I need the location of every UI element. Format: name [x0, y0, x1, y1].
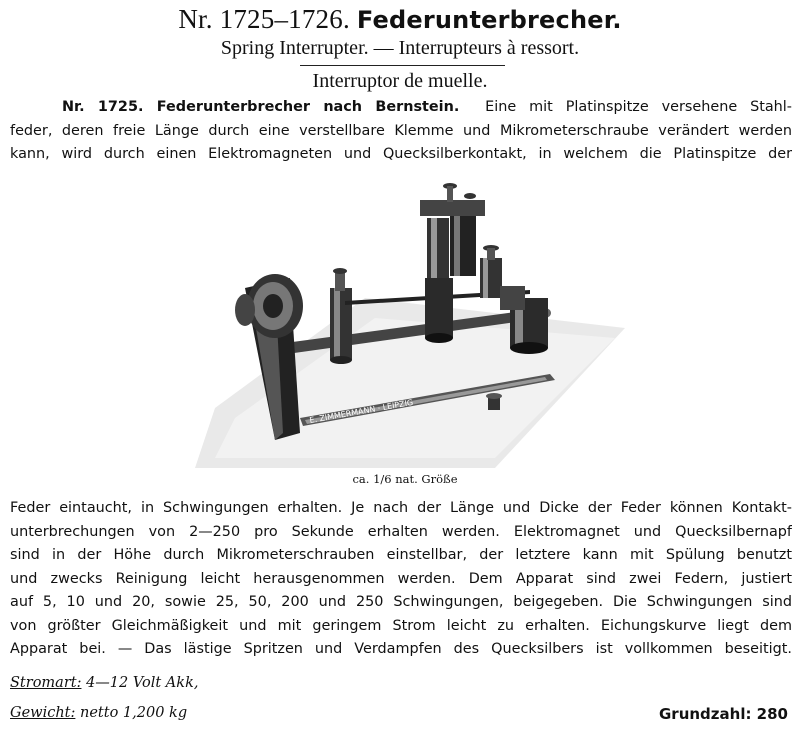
- current-spec: [10, 675, 198, 691]
- item-title: Federunterbrecher.: [356, 6, 622, 34]
- current-label: Stromart:: [10, 675, 82, 691]
- body-line: Apparat bei. — Das lästige Spritzen und Verdampfen des Quecksilbers ist vollkommen beseitigt.: [10, 641, 792, 657]
- item-number: Nr. 1725–1726.: [178, 4, 350, 34]
- intro-paragraph: [10, 96, 792, 167]
- body-line: Feder eintaucht, in Schwingungen erhalten. Je nach der Länge und Dicke der Feder können Kontakt-: [10, 500, 792, 516]
- figure-caption: ca. 1/6 nat. Größe: [352, 472, 458, 486]
- weight-label: Gewicht:: [10, 705, 76, 721]
- weight-value: netto 1,200 kg: [80, 705, 188, 721]
- page-heading: [0, 4, 800, 35]
- maker-inscription: E. ZIMMERMANN · LEIPZIG: [308, 397, 414, 425]
- apparatus-illustration: [195, 178, 635, 468]
- intro-line: feder, deren freie Länge durch eine verstellbare Klemme und Mikrometerschraube verändert werden: [10, 122, 792, 139]
- intro-line: kann, wird durch einen Elektromagneten und Quecksilberkontakt, in welchem die Platinspitze der: [10, 146, 792, 162]
- article-lead: Nr. 1725. Federunterbrecher nach Bernstein.: [62, 99, 460, 115]
- body-line: sind in der Höhe durch Mikrometerschrauben einstellbar, der letztere kann mit Spülung benutzt: [10, 547, 792, 563]
- weight-spec: [10, 705, 187, 721]
- translated-titles: Spring Interrupter. — Interrupteurs à ressort.: [220, 37, 580, 59]
- title-divider: [300, 65, 505, 66]
- current-value: 4—12 Volt Akk,: [86, 675, 199, 691]
- body-line: auf 5, 10 und 20, sowie 25, 50, 200 und 250 Schwingungen, beigegeben. Die Schwingungen sind: [10, 594, 792, 610]
- body-paragraph: [10, 497, 792, 662]
- intro-line: Nr. 1725. Federunterbrecher nach Bernstein. Eine mit Platinspitze versehene Stahl-: [62, 99, 792, 115]
- body-line: und zwecks Reinigung leicht herausgenommen werden. Dem Apparat sind zwei Federn, justiert: [10, 570, 792, 587]
- body-line: unterbrechungen von 2—250 pro Sekunde erhalten werden. Elektromagnet und Quecksilbernapf: [10, 523, 792, 540]
- base-number: Grundzahl: 280: [658, 705, 788, 723]
- spanish-title: Interruptor de muelle.: [312, 70, 488, 92]
- body-line: von größter Gleichmäßigkeit und mit geringem Strom leicht zu erhalten. Eichungskurve liegt dem: [10, 617, 792, 634]
